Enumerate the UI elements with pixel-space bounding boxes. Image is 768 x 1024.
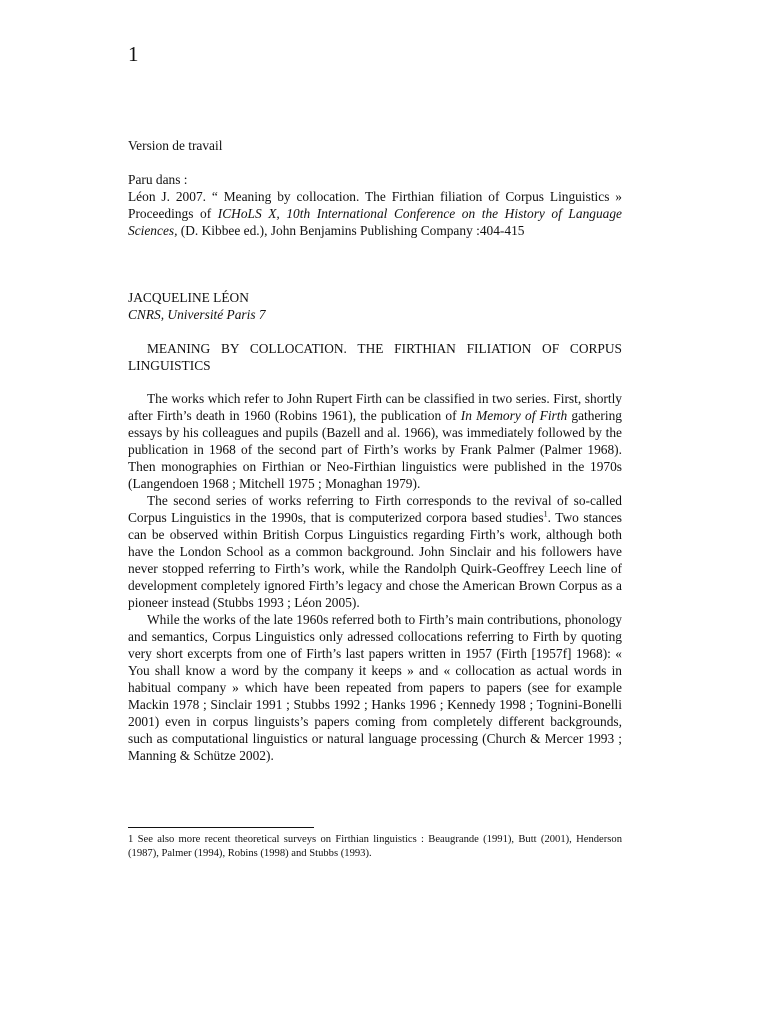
paragraph-3: While the works of the late 1960s referred both to Firth’s main contributions, phonology and semantics, Corpus Linguistics only adressed collocations referring to Firth by quoting very short excerpts from one of Firth’s last papers written in 1957 (Firth [1957f] 1968): « You shall know a word by the company it keeps » and « collocation as actual words in habitual company » which have been repeated from papers to papers (see for example Mackin 1978 ; Sinclair 1991 ; Stubbs 1992 ; Hanks 1996 ; Kennedy 1998 ; Tognini-Bonelli 2001) even in corpus linguists’s papers coming from completely different backgrounds, such as computational linguistics or natural language processing (Church & Mercer 1993 ; Manning & Schütze 2002). <box>128 612 622 763</box>
published-label: Paru dans : <box>128 172 188 187</box>
citation-proceedings-title: ICHoLS X, 10th International Conference on the History of Language Sciences, <box>128 206 622 238</box>
paragraph-1-text: The works which refer to John Rupert Firth can be classified in two series. First, shortly after Firth’s death in 1960 (Robins 1961), the publication of <box>128 391 622 423</box>
citation-publisher: (D. Kibbee ed.), John Benjamins Publishing Company :404-415 <box>177 223 525 238</box>
paragraph-1 <box>128 390 622 492</box>
footnote-1: 1 See also more recent theoretical surveys on Firthian linguistics : Beaugrande (1991), Butt (2001), Henderson (1987), Palmer (1994), Robins (1998) and Stubbs (1993). <box>128 834 622 859</box>
publication-reference <box>128 171 622 239</box>
citation <box>128 188 622 239</box>
paragraph-2 <box>128 492 622 611</box>
paragraph-1-text-end: gathering essays by his colleagues and pupils (Bazell and al. 1966), was immediately followed by the publication in 1968 of the second part of Firth’s works by Frank Palmer (Palmer 1968). Then monographies on Firthian or Neo-Firthian linguistics were published in the 1970s (Langendoen 1968 ; Mitchell 1975 ; Monaghan 1979). <box>128 408 622 491</box>
paragraph-2-text-end: . Two stances can be observed within British Corpus Linguistics regarding Firth’s work, although both have the London School as a common background. John Sinclair and his followers have never stopped referring to Firth’s work, while the Randolph Quirk-Geoffrey Leech line of development completely ignored Firth’s legacy and chose the American Brown Corpus as a pioneer instead (Stubbs 1993 ; Léon 2005). <box>128 510 622 610</box>
citation-text: Léon J. 2007. “ Meaning by collocation. The Firthian filiation of Corpus Linguistics » Proceedings of <box>128 189 622 221</box>
version-note: Version de travail <box>128 138 223 153</box>
footnote-reference[interactable]: 1 <box>543 509 548 519</box>
footnote-divider <box>128 827 314 828</box>
article-title: MEANING BY COLLOCATION. THE FIRTHIAN FILIATION OF CORPUS LINGUISTICS <box>128 341 622 373</box>
article-body <box>128 390 622 764</box>
author-affiliation: CNRS, Université Paris 7 <box>128 307 266 322</box>
page-number: 1 <box>128 42 139 66</box>
author-name: JACQUELINE LÉON <box>128 290 249 305</box>
paragraph-2-text: The second series of works referring to Firth corresponds to the revival of so-called Corpus Linguistics in the 1990s, that is computerized corpora based studies <box>128 493 622 525</box>
book-title: In Memory of Firth <box>460 408 568 423</box>
